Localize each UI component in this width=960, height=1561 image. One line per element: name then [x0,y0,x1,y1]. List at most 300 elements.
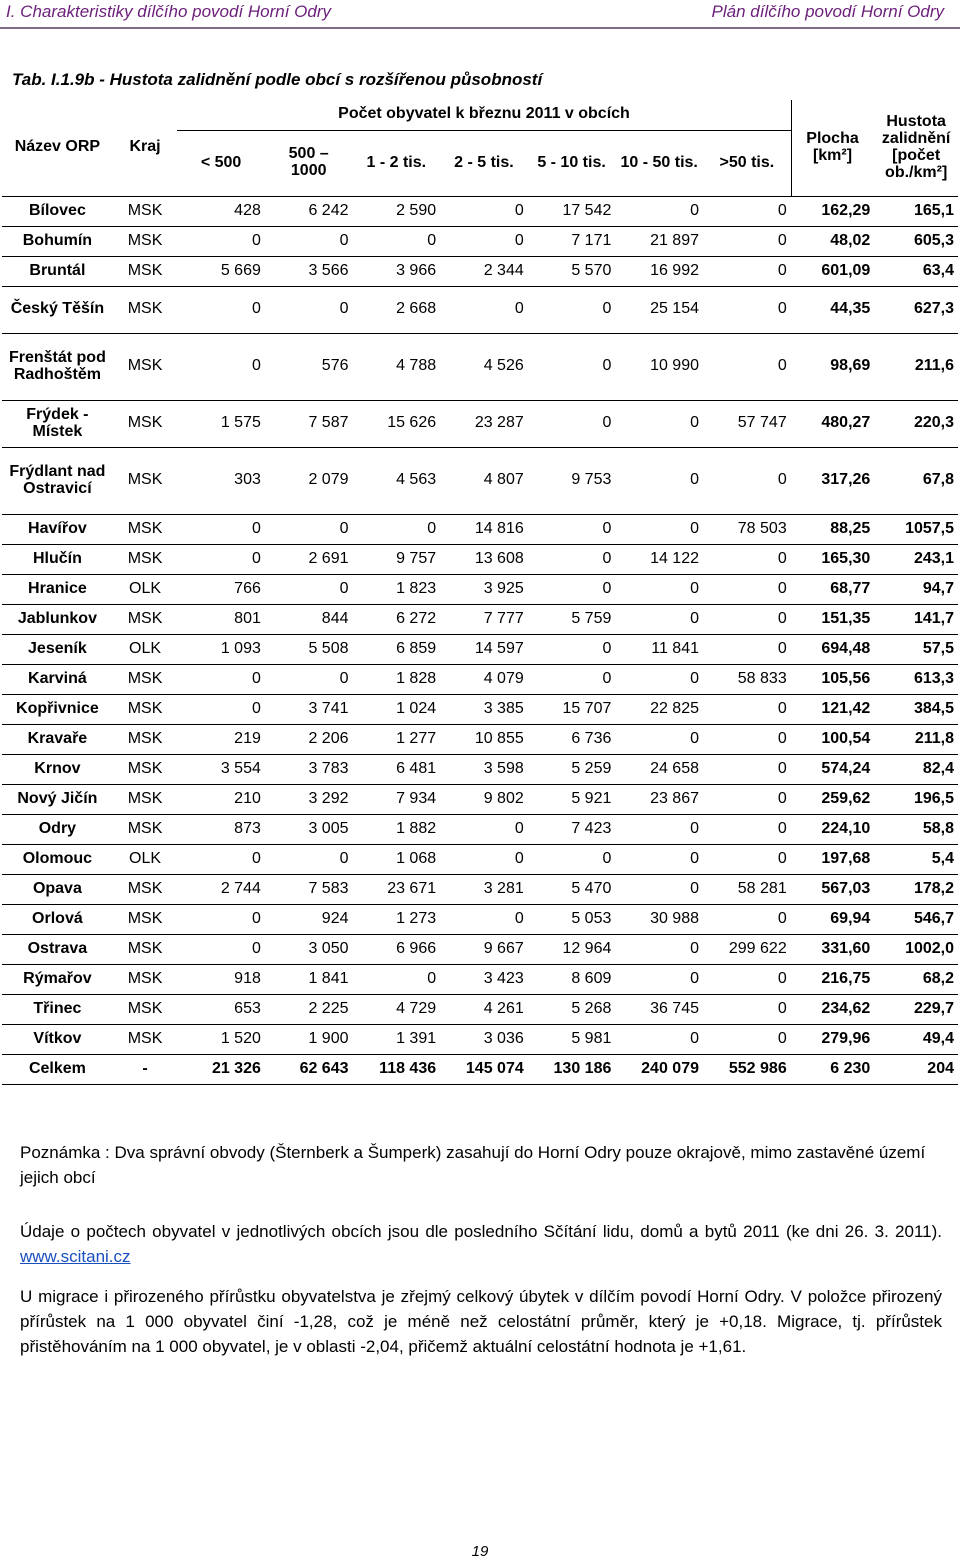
population-cell: 0 [703,784,791,814]
orp-name: Vítkov [2,1024,113,1054]
population-cell: 0 [615,196,703,226]
population-cell: 9 667 [440,934,528,964]
population-density-table [2,100,958,1085]
table-row [2,447,958,514]
population-cell: 0 [528,514,616,544]
area-cell: 44,35 [791,286,875,333]
population-cell: 145 074 [440,1054,528,1084]
area-cell: 151,35 [791,604,875,634]
note-1: Poznámka : Dva správní obvody (Šternberk a Šumperk) zasahují do Horní Odry pouze okrajově, mimo zastavěné území jejich obcí [20,1143,926,1187]
population-cell: 0 [615,574,703,604]
population-cell: 1 828 [353,664,441,694]
table-row [2,1024,958,1054]
table-row [2,196,958,226]
population-cell: 0 [353,514,441,544]
population-cell: 1 823 [353,574,441,604]
orp-name: Frýdlant nad Ostravicí [2,447,113,514]
kraj-cell: MSK [113,994,177,1024]
population-cell: 4 788 [353,333,441,400]
population-cell: 62 643 [265,1054,353,1084]
note-3: U migrace i přirozeného přírůstku obyvatelstva je zřejmý celkový úbytek v dílčím povodí Horní Odry. V položce přirozený přírůstek na 1 000 obyvatel činí -1,28, což je méně než celostátní průměr, který je +0,18. Migrace, tj. přírůstek přistěhováním na 1 000 obyvatel, je v oblasti -2,04, přičemž aktuální celostátní hodnota je +1,61. [20,1287,942,1356]
population-cell: 0 [265,514,353,544]
col-header-bin: >50 tis. [703,130,791,196]
density-cell: 5,4 [874,844,958,874]
population-cell: 653 [177,994,265,1024]
note-2 [20,1219,942,1269]
orp-name: Kopřivnice [2,694,113,724]
population-cell: 25 154 [615,286,703,333]
population-cell: 552 986 [703,1054,791,1084]
population-cell: 36 745 [615,994,703,1024]
population-cell: 12 964 [528,934,616,964]
orp-name: Krnov [2,754,113,784]
population-cell: 0 [703,574,791,604]
population-cell: 303 [177,447,265,514]
population-cell: 299 622 [703,934,791,964]
population-cell: 5 508 [265,634,353,664]
kraj-cell: MSK [113,694,177,724]
col-header-density: Hustota zalidnění [počet ob./km²] [874,100,958,196]
population-cell: 0 [615,814,703,844]
density-cell: 211,8 [874,724,958,754]
population-cell: 9 757 [353,544,441,574]
population-cell: 918 [177,964,265,994]
kraj-cell: MSK [113,226,177,256]
density-cell: 384,5 [874,694,958,724]
kraj-cell: MSK [113,286,177,333]
population-cell: 1 900 [265,1024,353,1054]
orp-name: Olomouc [2,844,113,874]
population-cell: 0 [177,904,265,934]
population-cell: 0 [265,574,353,604]
population-cell: 7 934 [353,784,441,814]
population-cell: 14 122 [615,544,703,574]
orp-name: Kravaře [2,724,113,754]
area-cell: 165,30 [791,544,875,574]
kraj-cell: MSK [113,814,177,844]
density-cell: 627,3 [874,286,958,333]
population-cell: 0 [703,724,791,754]
population-cell: 0 [703,256,791,286]
orp-name: Odry [2,814,113,844]
population-cell: 873 [177,814,265,844]
population-cell: 0 [615,664,703,694]
table-row [2,604,958,634]
col-header-bin: 500 – 1000 [265,130,353,196]
kraj-cell: MSK [113,256,177,286]
population-cell: 15 707 [528,694,616,724]
density-cell: 1002,0 [874,934,958,964]
density-cell: 67,8 [874,447,958,514]
population-cell: 0 [615,514,703,544]
area-cell: 317,26 [791,447,875,514]
density-cell: 229,7 [874,994,958,1024]
population-cell: 0 [440,226,528,256]
population-cell: 0 [440,196,528,226]
density-cell: 196,5 [874,784,958,814]
population-cell: 57 747 [703,400,791,447]
density-cell: 243,1 [874,544,958,574]
header-rule [0,27,960,29]
density-cell: 68,2 [874,964,958,994]
orp-name: Bohumín [2,226,113,256]
population-cell: 1 520 [177,1024,265,1054]
population-cell: 4 807 [440,447,528,514]
page-number: 19 [471,1543,489,1560]
density-cell: 141,7 [874,604,958,634]
population-cell: 0 [615,604,703,634]
area-cell: 567,03 [791,874,875,904]
table-row [2,664,958,694]
note-2-text: Údaje o počtech obyvatel v jednotlivých obcích jsou dle posledního Sčítání lidu, domů a bytů 2011 (ke dni 26. 3. 2011). [20,1222,942,1241]
population-cell: 7 171 [528,226,616,256]
population-cell: 0 [265,664,353,694]
area-cell: 6 230 [791,1054,875,1084]
population-cell: 2 344 [440,256,528,286]
orp-name: Celkem [2,1054,113,1084]
population-cell: 30 988 [615,904,703,934]
population-cell: 0 [528,544,616,574]
population-cell: 1 068 [353,844,441,874]
col-header-area: Plocha [km²] [791,100,875,196]
orp-name: Frýdek - Místek [2,400,113,447]
density-cell: 165,1 [874,196,958,226]
population-cell: 6 481 [353,754,441,784]
population-cell: 3 554 [177,754,265,784]
orp-name: Jablunkov [2,604,113,634]
population-cell: 0 [703,604,791,634]
population-cell: 240 079 [615,1054,703,1084]
population-cell: 58 281 [703,874,791,904]
population-cell: 0 [265,286,353,333]
table-row [2,754,958,784]
table-row [2,694,958,724]
area-cell: 279,96 [791,1024,875,1054]
population-cell: 0 [703,964,791,994]
population-cell: 1 882 [353,814,441,844]
population-cell: 130 186 [528,1054,616,1084]
population-cell: 3 050 [265,934,353,964]
area-cell: 694,48 [791,634,875,664]
population-cell: 0 [177,664,265,694]
population-cell: 0 [703,754,791,784]
table-row [2,574,958,604]
population-cell: 6 736 [528,724,616,754]
population-cell: 10 990 [615,333,703,400]
population-cell: 0 [615,964,703,994]
population-cell: 78 503 [703,514,791,544]
population-cell: 4 563 [353,447,441,514]
table-row [2,514,958,544]
kraj-cell: MSK [113,544,177,574]
population-cell: 0 [528,634,616,664]
page-header [0,0,960,28]
col-header-bin: 5 - 10 tis. [528,130,616,196]
table-row [2,994,958,1024]
population-cell: 801 [177,604,265,634]
population-cell: 2 225 [265,994,353,1024]
col-header-bin: 10 - 50 tis. [615,130,703,196]
kraj-cell: MSK [113,904,177,934]
population-cell: 3 292 [265,784,353,814]
orp-name: Karviná [2,664,113,694]
population-cell: 0 [528,844,616,874]
population-cell: 23 671 [353,874,441,904]
population-cell: 428 [177,196,265,226]
population-cell: 2 744 [177,874,265,904]
density-cell: 178,2 [874,874,958,904]
population-cell: 5 981 [528,1024,616,1054]
population-cell: 3 385 [440,694,528,724]
population-cell: 10 855 [440,724,528,754]
area-cell: 121,42 [791,694,875,724]
table-row [2,544,958,574]
population-cell: 7 423 [528,814,616,844]
population-cell: 0 [177,286,265,333]
orp-name: Havířov [2,514,113,544]
population-cell: 21 326 [177,1054,265,1084]
population-cell: 2 079 [265,447,353,514]
population-cell: 0 [528,664,616,694]
orp-name: Rýmařov [2,964,113,994]
orp-name: Orlová [2,904,113,934]
population-cell: 3 423 [440,964,528,994]
density-cell: 613,3 [874,664,958,694]
population-cell: 0 [177,544,265,574]
kraj-cell: MSK [113,1024,177,1054]
area-cell: 197,68 [791,844,875,874]
col-header-kraj: Kraj [113,100,177,196]
orp-name: Nový Jičín [2,784,113,814]
population-cell: 24 658 [615,754,703,784]
population-cell: 15 626 [353,400,441,447]
population-cell: 2 206 [265,724,353,754]
population-cell: 0 [440,904,528,934]
population-cell: 23 867 [615,784,703,814]
table-row [2,634,958,664]
kraj-cell: MSK [113,934,177,964]
population-cell: 0 [177,844,265,874]
population-cell: 924 [265,904,353,934]
population-cell: 1 273 [353,904,441,934]
col-header-group: Počet obyvatel k březnu 2011 v obcích [177,100,790,130]
population-cell: 0 [703,196,791,226]
kraj-cell: MSK [113,874,177,904]
kraj-cell: OLK [113,574,177,604]
area-cell: 224,10 [791,814,875,844]
orp-name: Bruntál [2,256,113,286]
table-row [2,256,958,286]
population-cell: 0 [703,904,791,934]
population-cell: 0 [615,447,703,514]
population-cell: 0 [177,934,265,964]
area-cell: 259,62 [791,784,875,814]
population-cell: 0 [703,634,791,664]
population-cell: 3 783 [265,754,353,784]
population-cell: 8 609 [528,964,616,994]
population-cell: 11 841 [615,634,703,664]
population-cell: 766 [177,574,265,604]
population-cell: 0 [265,226,353,256]
population-cell: 576 [265,333,353,400]
header-left-title: I. Charakteristiky dílčího povodí Horní Odry [6,2,332,21]
population-cell: 5 268 [528,994,616,1024]
table-caption: Tab. I.1.9b - Hustota zalidnění podle obcí s rozšířenou působností [12,70,543,89]
kraj-cell: MSK [113,447,177,514]
population-cell: 1 575 [177,400,265,447]
orp-name: Bílovec [2,196,113,226]
area-cell: 48,02 [791,226,875,256]
density-cell: 82,4 [874,754,958,784]
population-cell: 23 287 [440,400,528,447]
population-cell: 0 [353,964,441,994]
orp-name: Hranice [2,574,113,604]
table-row [2,964,958,994]
population-cell: 7 777 [440,604,528,634]
population-cell: 0 [265,844,353,874]
population-cell: 3 598 [440,754,528,784]
orp-name: Frenštát pod Radhoštěm [2,333,113,400]
col-header-bin: 2 - 5 tis. [440,130,528,196]
table-row [2,400,958,447]
population-cell: 14 597 [440,634,528,664]
density-cell: 57,5 [874,634,958,664]
population-cell: 5 570 [528,256,616,286]
population-cell: 4 079 [440,664,528,694]
population-cell: 0 [528,400,616,447]
population-cell: 219 [177,724,265,754]
population-cell: 210 [177,784,265,814]
area-cell: 480,27 [791,400,875,447]
population-cell: 3 925 [440,574,528,604]
area-cell: 68,77 [791,574,875,604]
population-cell: 58 833 [703,664,791,694]
population-cell: 5 053 [528,904,616,934]
total-row [2,1054,958,1084]
population-cell: 4 261 [440,994,528,1024]
table-row [2,904,958,934]
population-cell: 4 729 [353,994,441,1024]
area-cell: 331,60 [791,934,875,964]
kraj-cell: MSK [113,333,177,400]
population-cell: 3 566 [265,256,353,286]
kraj-cell: MSK [113,514,177,544]
population-cell: 21 897 [615,226,703,256]
col-header-bin: < 500 [177,130,265,196]
population-cell: 3 741 [265,694,353,724]
population-cell: 1 841 [265,964,353,994]
population-cell: 0 [177,514,265,544]
kraj-cell: MSK [113,400,177,447]
population-cell: 0 [177,226,265,256]
population-cell: 5 669 [177,256,265,286]
population-cell: 0 [440,814,528,844]
area-cell: 98,69 [791,333,875,400]
table-row [2,724,958,754]
population-cell: 0 [703,333,791,400]
population-cell: 1 277 [353,724,441,754]
population-cell: 118 436 [353,1054,441,1084]
population-cell: 0 [615,874,703,904]
population-cell: 6 272 [353,604,441,634]
population-cell: 0 [177,694,265,724]
area-cell: 574,24 [791,754,875,784]
area-cell: 69,94 [791,904,875,934]
orp-name: Jeseník [2,634,113,664]
population-cell: 5 759 [528,604,616,634]
area-cell: 100,54 [791,724,875,754]
density-cell: 220,3 [874,400,958,447]
population-cell: 0 [528,574,616,604]
population-cell: 1 391 [353,1024,441,1054]
population-cell: 2 691 [265,544,353,574]
kraj-cell: MSK [113,604,177,634]
col-header-bin: 1 - 2 tis. [353,130,441,196]
table-row [2,814,958,844]
population-cell: 2 668 [353,286,441,333]
table-row [2,784,958,814]
population-cell: 3 036 [440,1024,528,1054]
population-cell: 17 542 [528,196,616,226]
kraj-cell: OLK [113,634,177,664]
population-cell: 5 259 [528,754,616,784]
population-cell: 0 [703,844,791,874]
population-cell: 0 [615,724,703,754]
population-cell: 5 470 [528,874,616,904]
population-cell: 0 [353,226,441,256]
density-cell: 94,7 [874,574,958,604]
population-cell: 3 281 [440,874,528,904]
table-row [2,286,958,333]
orp-name: Třinec [2,994,113,1024]
table-row [2,844,958,874]
table-row [2,226,958,256]
kraj-cell: MSK [113,664,177,694]
population-cell: 16 992 [615,256,703,286]
population-cell: 1 024 [353,694,441,724]
population-cell: 13 608 [440,544,528,574]
area-cell: 601,09 [791,256,875,286]
population-cell: 6 966 [353,934,441,964]
population-cell: 1 093 [177,634,265,664]
population-cell: 0 [703,544,791,574]
population-cell: 0 [615,934,703,964]
population-cell: 0 [528,286,616,333]
table-row [2,333,958,400]
population-cell: 6 242 [265,196,353,226]
kraj-cell: MSK [113,754,177,784]
population-cell: 0 [703,447,791,514]
population-cell: 0 [440,844,528,874]
density-cell: 211,6 [874,333,958,400]
population-cell: 14 816 [440,514,528,544]
kraj-cell: MSK [113,964,177,994]
header-right-title: Plán dílčího povodí Horní Odry [711,2,944,21]
population-cell: 5 921 [528,784,616,814]
density-cell: 58,8 [874,814,958,844]
col-header-name: Název ORP [2,100,113,196]
population-cell: 6 859 [353,634,441,664]
orp-name: Opava [2,874,113,904]
table-row [2,874,958,904]
scitani-link[interactable]: www.scitani.cz [20,1247,131,1266]
population-cell: 0 [703,226,791,256]
population-cell: 7 583 [265,874,353,904]
area-cell: 216,75 [791,964,875,994]
kraj-cell: MSK [113,196,177,226]
population-cell: 2 590 [353,196,441,226]
population-cell: 0 [528,333,616,400]
